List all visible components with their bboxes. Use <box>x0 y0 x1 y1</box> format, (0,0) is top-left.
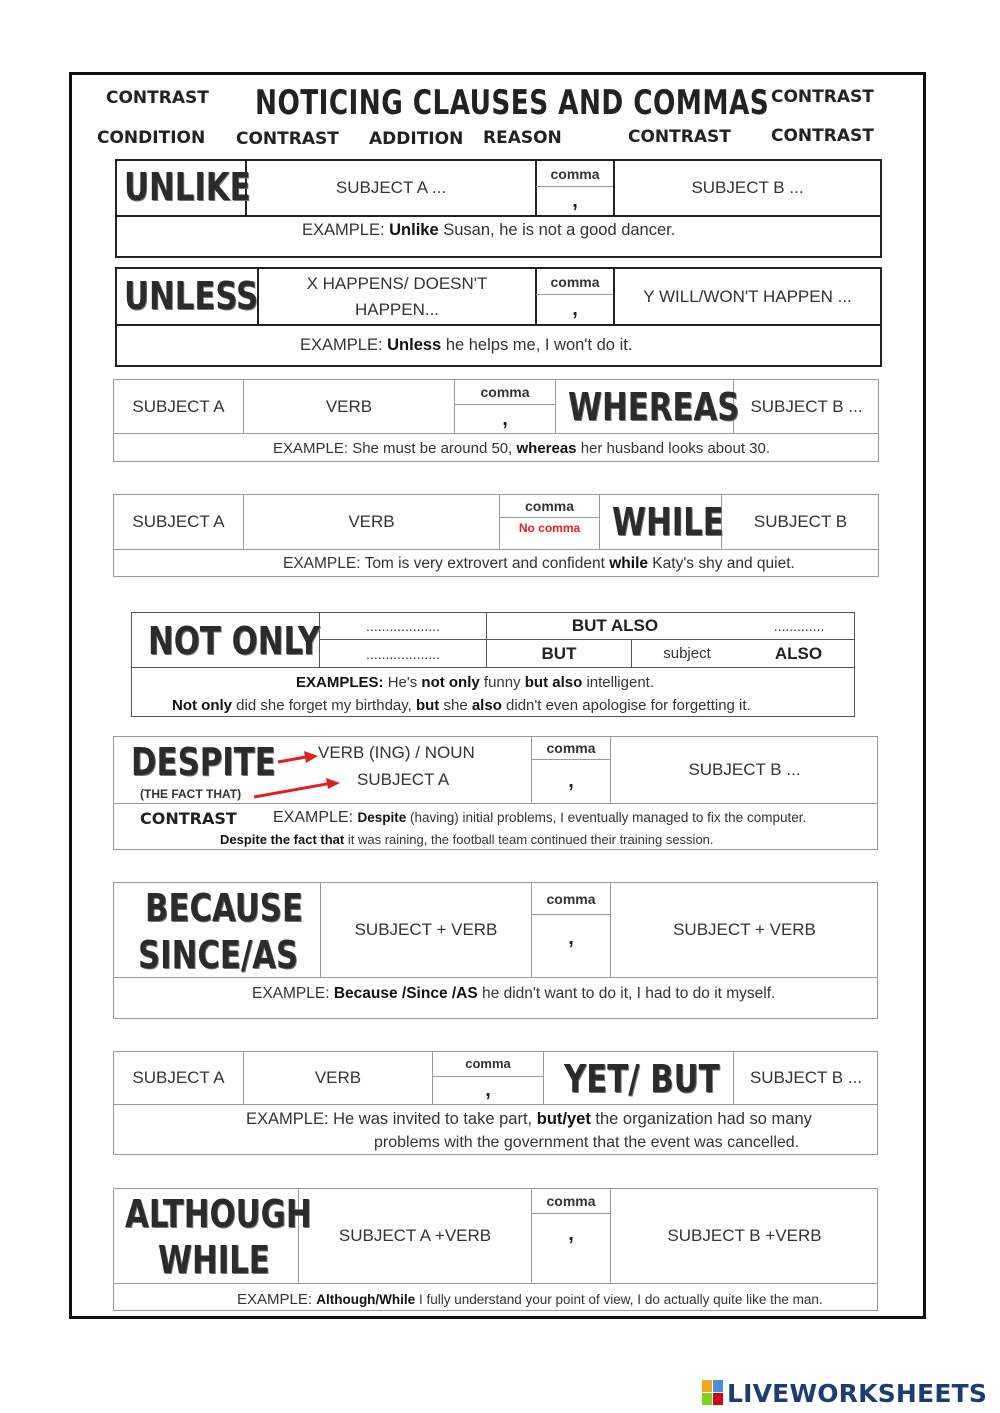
example-yet-but-2: problems with the government that the event was cancelled. <box>374 1134 800 1151</box>
keyword-because: BECAUSE <box>145 886 303 930</box>
category-label: ADDITION <box>369 129 464 149</box>
verb-noun-label: VERB (ING) / NOUN <box>318 743 475 762</box>
comma-mark: , <box>568 770 574 792</box>
comma-label: comma <box>546 740 596 756</box>
example-while: EXAMPLE: Tom is very extrovert and confident while Katy's shy and quiet. <box>283 555 795 572</box>
blank-dots: ............. <box>773 618 825 634</box>
comma-label: comma <box>465 1055 511 1071</box>
category-label: CONTRAST <box>771 87 874 107</box>
keyword-while: WHILE <box>158 1238 270 1282</box>
subject-b-cell: SUBJECT B ... <box>688 760 801 779</box>
comma-label: comma <box>550 165 600 182</box>
example-not-only-2: Not only did she forget my birthday, but she also didn't even apologise for forgetting it. <box>172 697 751 714</box>
comma-label: comma <box>546 890 596 907</box>
comma-label: comma <box>524 498 575 514</box>
example-because: EXAMPLE: Because /Since /AS he didn't want to do it, I had to do it myself. <box>252 985 776 1002</box>
category-label: REASON <box>483 128 562 148</box>
subject-verb-cell: SUBJECT + VERB <box>354 920 498 939</box>
verb-cell: VERB <box>314 1068 362 1087</box>
example-yet-but-1: EXAMPLE: He was invited to take part, but/yet the organization had so many <box>246 1110 812 1128</box>
y-will-cell: Y WILL/WON'T HAPPEN ... <box>643 286 852 306</box>
blank-dots: ................... <box>366 645 440 662</box>
keyword-not-only: NOT ONLY <box>148 619 321 663</box>
liveworksheets-logo <box>702 1378 987 1408</box>
subject-b-cell: SUBJECT B ... <box>749 1068 863 1087</box>
category-label: CONTRAST <box>236 129 339 149</box>
subject-label: subject <box>663 645 711 662</box>
comma-label: comma <box>550 273 600 290</box>
category-label: CONTRAST <box>771 126 874 146</box>
keyword-unlike: UNLIKE <box>124 165 251 209</box>
example-although: EXAMPLE: Although/While I fully understand your point of view, I do actually quite like the man. <box>237 1291 823 1308</box>
keyword-despite: DESPITE <box>131 740 276 784</box>
subject-verb-cell: SUBJECT + VERB <box>673 920 816 939</box>
comma-label: comma <box>480 384 530 400</box>
comma-mark: , <box>572 297 578 320</box>
comma-mark: , <box>572 189 578 212</box>
example-despite-1: EXAMPLE: Despite (having) initial problems, I eventually managed to fix the computer. <box>273 809 807 826</box>
subject-a-cell: SUBJECT A +VERB <box>338 1226 492 1245</box>
subject-b-cell: SUBJECT B ... <box>691 178 804 197</box>
no-comma-label: No comma <box>518 521 581 535</box>
example-whereas: EXAMPLE: She must be around 50, whereas her husband looks about 30. <box>273 440 771 457</box>
comma-mark: , <box>568 1222 574 1245</box>
arrow-head-icon <box>326 774 356 794</box>
subject-b-cell: SUBJECT B <box>753 512 848 531</box>
example-unless: EXAMPLE: Unless he helps me, I won't do it. <box>300 336 633 354</box>
keyword-since-as: SINCE/AS <box>138 933 299 977</box>
example-despite-2: Despite the fact that it was raining, the football team continued their training session. <box>220 832 714 847</box>
keyword-although: ALTHOUGH <box>125 1192 312 1236</box>
category-label: CONDITION <box>97 128 206 148</box>
logo-mark-icon <box>702 1380 724 1406</box>
keyword-while: WHILE <box>612 500 724 544</box>
keyword-yet-but: YET/ BUT <box>564 1057 720 1101</box>
comma-mark: , <box>502 407 508 430</box>
subject-b-cell: SUBJECT B +VERB <box>667 1226 822 1245</box>
comma-label: comma <box>546 1193 596 1209</box>
subject-a-label: SUBJECT A <box>357 770 450 789</box>
logo-text: LIVEWORKSHEETS <box>727 1378 988 1408</box>
example-unlike: EXAMPLE: Unlike Susan, he is not a good dancer. <box>302 221 676 239</box>
subject-a-cell: SUBJECT A <box>132 396 225 416</box>
example-not-only-1: EXAMPLES: He's not only funny but also intelligent. <box>296 674 654 691</box>
also-label: ALSO <box>774 643 823 663</box>
red-arrows <box>248 744 328 804</box>
category-label: CONTRAST <box>628 127 731 147</box>
arrow-head-icon <box>304 751 318 763</box>
keyword-unless: UNLESS <box>124 274 259 318</box>
subject-a-cell: SUBJECT A ... <box>335 178 447 197</box>
verb-cell: VERB <box>348 512 395 531</box>
keyword-whereas: WHEREAS <box>568 385 740 429</box>
blank-dots: ................... <box>366 618 440 634</box>
comma-mark: , <box>485 1079 491 1101</box>
the-fact-that-label: (THE FACT THAT) <box>140 787 242 801</box>
but-also-label: BUT ALSO <box>571 616 659 635</box>
x-happens-cell: X HAPPENS/ DOESN'T HAPPEN... <box>306 273 488 319</box>
verb-cell: VERB <box>325 396 373 416</box>
subject-a-cell: SUBJECT A <box>132 1068 225 1087</box>
comma-mark: , <box>568 926 574 949</box>
contrast-label: CONTRAST <box>140 809 237 828</box>
page-title: NOTICING CLAUSES AND COMMAS <box>255 83 770 123</box>
subject-a-cell: SUBJECT A <box>132 512 225 531</box>
subject-b-cell: SUBJECT B ... <box>750 396 863 416</box>
but-label: BUT <box>541 643 577 663</box>
category-label: CONTRAST <box>106 88 209 108</box>
